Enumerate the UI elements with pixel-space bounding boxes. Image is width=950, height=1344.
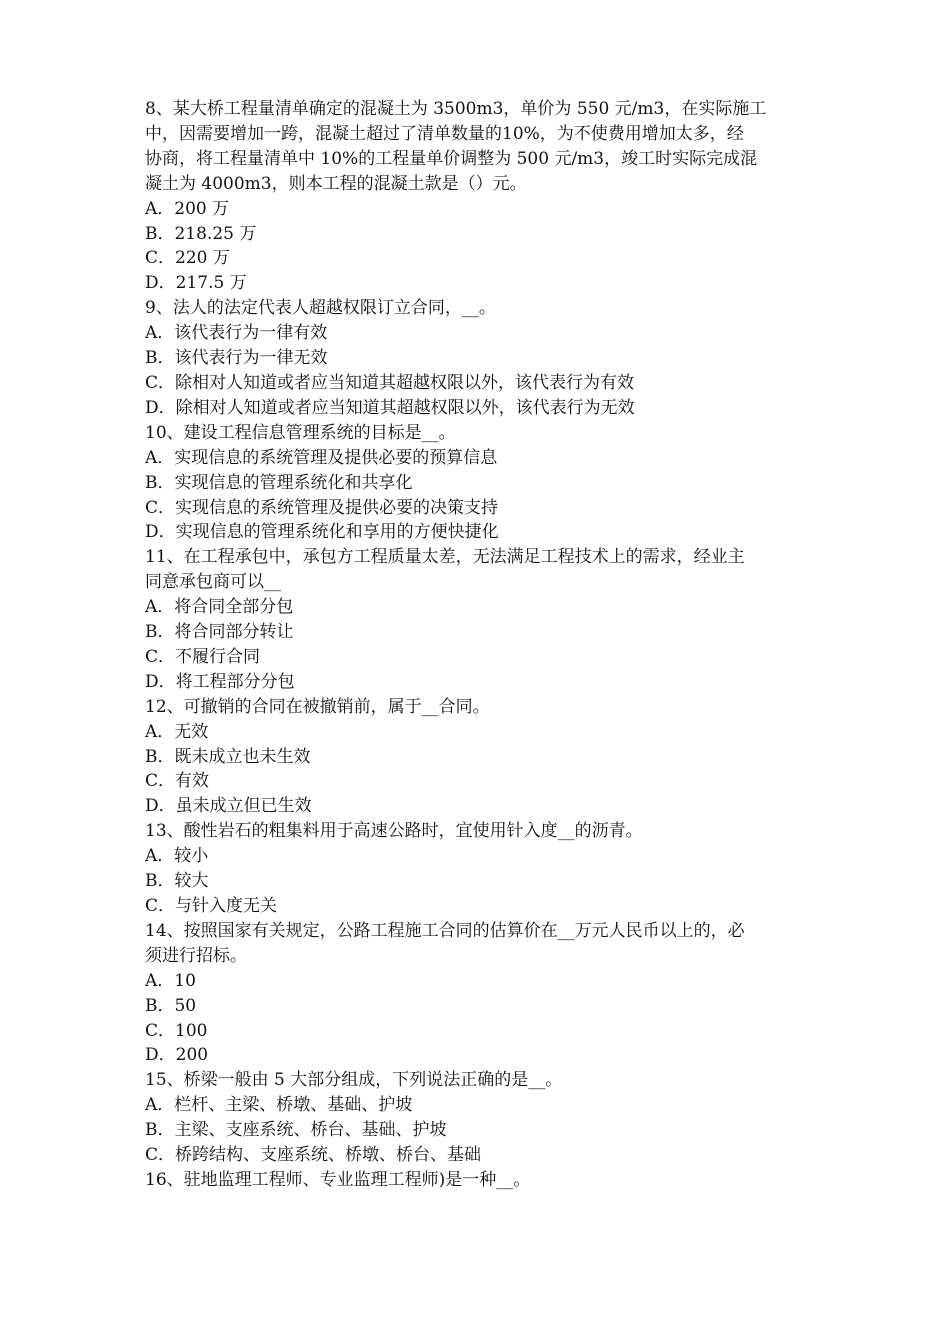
text-line: C．有效 bbox=[145, 771, 210, 792]
text-line: C．不履行合同 bbox=[145, 646, 261, 667]
text-line: 12、可撤销的合同在被撤销前，属于__合同。 bbox=[145, 696, 490, 717]
text-line: C．与针入度无关 bbox=[145, 896, 278, 916]
text-line: 同意承包商可以__ bbox=[145, 572, 281, 593]
text-line: 中，因需要增加一跨，混凝土超过了清单数量的10%，为不使费用增加太多，经 bbox=[145, 123, 744, 144]
text-line: A．200 万 bbox=[145, 198, 230, 219]
text-line: 协商，将工程量清单中 10%的工程量单价调整为 500 元/m3，竣工时实际完成混 bbox=[145, 148, 758, 169]
text-line: D．200 bbox=[145, 1045, 209, 1066]
text-line: D．217.5 万 bbox=[145, 273, 247, 294]
text-line: B．该代表行为一律无效 bbox=[145, 348, 328, 369]
text-line: B．主梁、支座系统、桥台、基础、护坡 bbox=[145, 1120, 447, 1141]
text-line: B．将合同部分转让 bbox=[145, 622, 294, 643]
text-line: C．实现信息的系统管理及提供必要的决策支持 bbox=[145, 497, 499, 518]
text-line: A．该代表行为一律有效 bbox=[145, 323, 328, 344]
text-line: 11、在工程承包中，承包方工程质量太差，无法满足工程技术上的需求，经业主 bbox=[145, 547, 745, 568]
text-line: D．除相对人知道或者应当知道其超越权限以外，该代表行为无效 bbox=[145, 397, 635, 418]
text-line: 10、建设工程信息管理系统的目标是__。 bbox=[145, 422, 456, 443]
text-line: 13、酸性岩石的粗集料用于高速公路时，宜使用针入度__的沥青。 bbox=[145, 821, 643, 842]
text-line: 15、桥梁一般由 5 大部分组成，下列说法正确的是__。 bbox=[145, 1070, 563, 1091]
text-line: A．无效 bbox=[145, 721, 209, 742]
text-line: A．将合同全部分包 bbox=[145, 597, 294, 618]
text-line: B．50 bbox=[145, 995, 197, 1016]
text-line: C．100 bbox=[145, 1020, 208, 1041]
text-line: D．实现信息的管理系统化和享用的方便快捷化 bbox=[145, 522, 499, 543]
document-body bbox=[145, 97, 815, 1193]
text-line: 14、按照国家有关规定，公路工程施工合同的估算价在__万元人民币以上的，必 bbox=[145, 920, 745, 941]
text-line: C．桥跨结构、支座系统、桥墩、桥台、基础 bbox=[145, 1145, 482, 1166]
text-line: A．实现信息的系统管理及提供必要的预算信息 bbox=[145, 447, 498, 468]
text-line: B．既未成立也未生效 bbox=[145, 746, 311, 767]
text-line: A．10 bbox=[145, 970, 196, 991]
text-line: C．220 万 bbox=[145, 248, 230, 269]
text-line: C．除相对人知道或者应当知道其超越权限以外，该代表行为有效 bbox=[145, 372, 635, 393]
text-line: D．将工程部分分包 bbox=[145, 671, 295, 692]
text-line: B．218.25 万 bbox=[145, 223, 257, 244]
text-line: B．较大 bbox=[145, 871, 209, 892]
text-line: A．较小 bbox=[145, 846, 209, 867]
text-line: 8、某大桥工程量清单确定的混凝土为 3500m3，单价为 550 元/m3，在实际施工 bbox=[145, 99, 767, 119]
text-line: B．实现信息的管理系统化和共享化 bbox=[145, 472, 413, 493]
text-line: 凝土为 4000m3，则本工程的混凝土款是（）元。 bbox=[145, 173, 527, 194]
text-line: 9、法人的法定代表人超越权限订立合同，__。 bbox=[145, 298, 496, 319]
text-line: 须进行招标。 bbox=[145, 945, 247, 966]
text-line: D．虽未成立但已生效 bbox=[145, 796, 312, 817]
text-line: 16、驻地监理工程师、专业监理工程师)是一种__。 bbox=[145, 1169, 531, 1190]
text-line: A．栏杆、主梁、桥墩、基础、护坡 bbox=[145, 1095, 413, 1116]
